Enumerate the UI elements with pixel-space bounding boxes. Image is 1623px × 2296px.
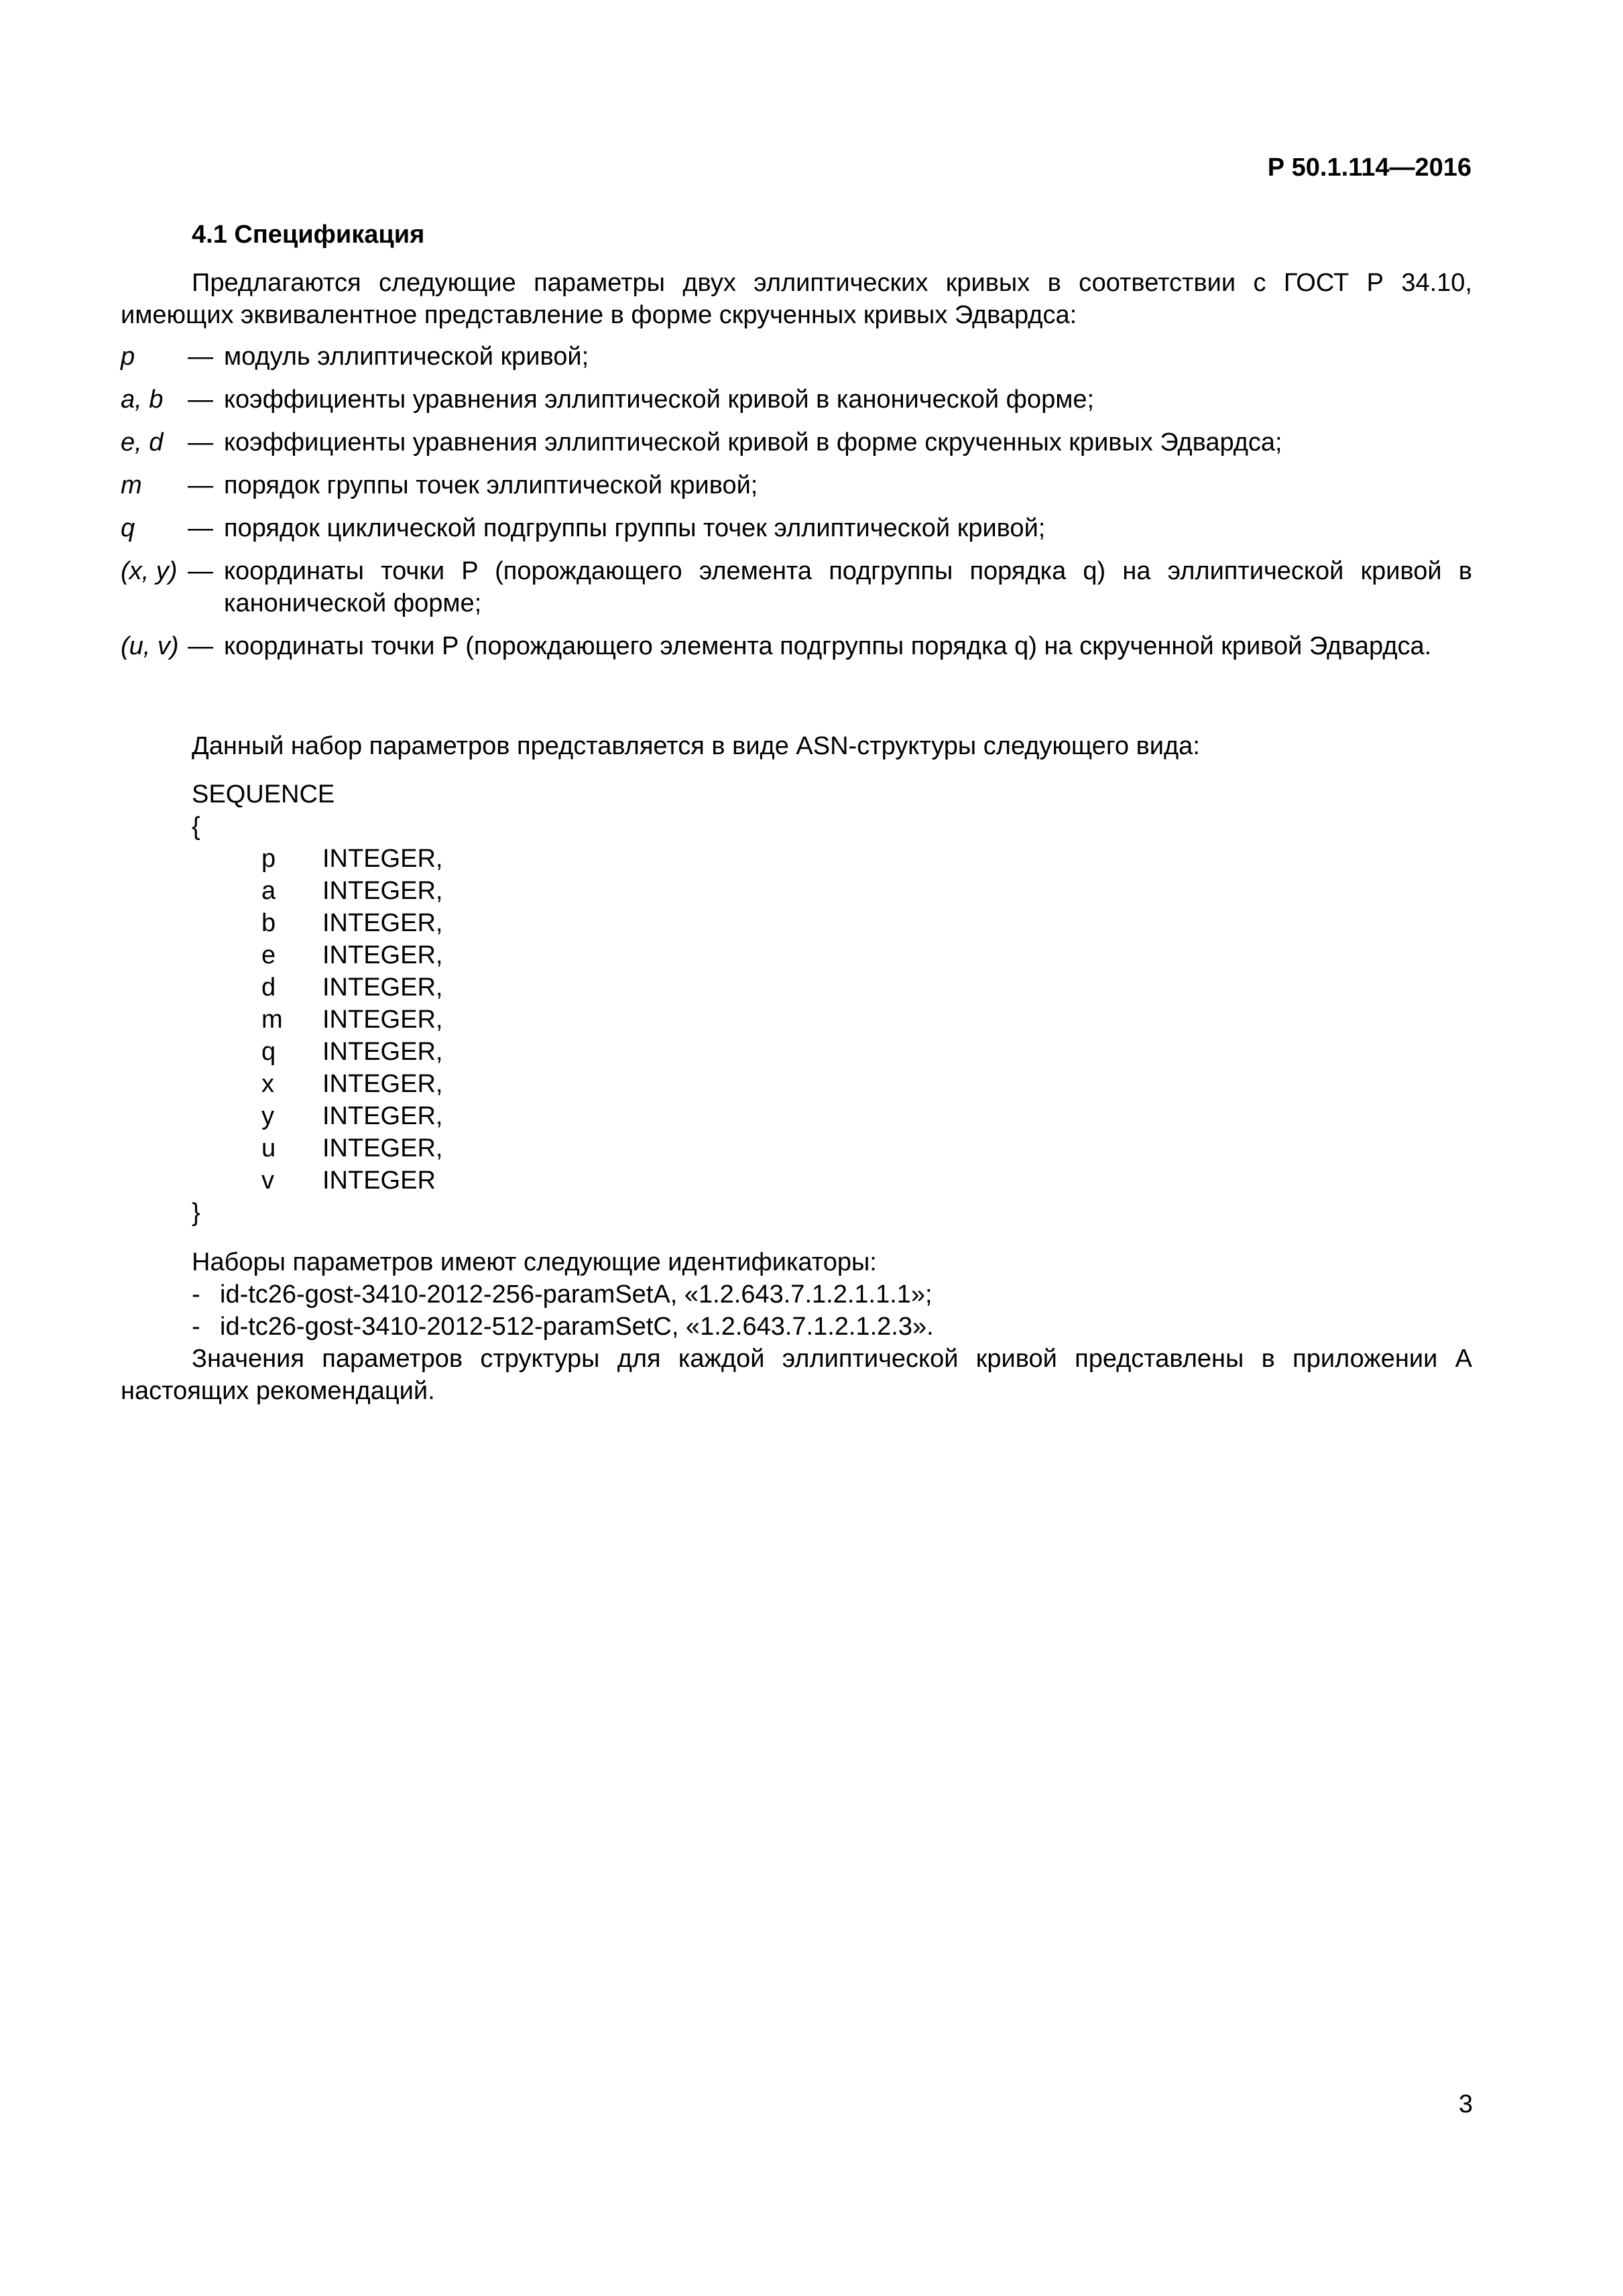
definition-row [121,630,1472,662]
param-sets-intro: Наборы параметров имеют следующие идентификаторы: [192,1248,877,1276]
definition-symbol: q [121,514,135,542]
definition-text: порядок циклической подгруппы группы точек эллиптической кривой; [224,514,1046,542]
definition-symbol: (u, v) [121,632,179,660]
asn-field-type: INTEGER, [322,845,443,873]
asn-close-brace: } [192,1199,200,1227]
asn-field [192,875,442,907]
param-set-item [192,1311,934,1343]
asn-field-name: m [261,1006,283,1034]
definition-text: модуль эллиптической кривой; [224,343,589,371]
asn-field [192,1164,442,1197]
asn-field [192,843,442,875]
definition-row [121,341,1472,373]
intro-paragraph: Предлагаются следующие параметры двух эллиптических кривых в соответствии с ГОСТ Р 34.10, имеющих эквивалентное представление в форме скрученных кривых Эдвардса: [121,269,1472,329]
definition-dash: — [188,385,213,414]
definition-text: порядок группы точек эллиптической кривой; [224,471,758,499]
definition-row [121,426,1472,459]
asn-field-name: d [261,973,276,1002]
asn-field-name: u [261,1134,276,1162]
definition-symbol: (x, y) [121,557,178,585]
asn-field-name: b [261,909,276,937]
asn-field [192,907,442,939]
asn-field-type: INTEGER, [322,1038,443,1066]
list-bullet: - [192,1313,200,1341]
definition-row [121,383,1472,416]
definition-text: координаты точки P (порождающего элемента подгруппы порядка q) на эллиптической кривой в канонической форме; [224,557,1472,617]
document-number: Р 50.1.114—2016 [1267,154,1471,182]
closing-paragraph: Значения параметров структуры для каждой эллиптической кривой представлены в приложении А настоящих рекомендаций. [121,1345,1472,1405]
param-sets [192,1246,934,1343]
definition-dash: — [188,471,213,499]
asn-field-name: q [261,1038,276,1066]
page-number: 3 [1458,2090,1473,2118]
definitions-list [121,341,1472,673]
asn-intro: Данный набор параметров представляется в виде ASN-структуры следующего вида: [192,732,1200,760]
definition-symbol: e, d [121,428,164,457]
asn-field-type: INTEGER, [322,1102,443,1130]
definition-text: координаты точки P (порождающего элемента подгруппы порядка q) на скрученной кривой Эдвардса. [224,632,1432,660]
asn-field [192,1004,442,1036]
asn-field [192,1036,442,1068]
asn-field [192,1100,442,1132]
definition-dash: — [188,557,213,585]
asn-field [192,1068,442,1100]
param-set-text: id-tc26-gost-3410-2012-256-paramSetA, «1.2.643.7.1.2.1.1.1»; [220,1280,933,1309]
asn-field-name: v [261,1166,274,1195]
definition-text: коэффициенты уравнения эллиптической кривой в канонической форме; [224,385,1095,414]
definition-symbol: a, b [121,385,164,414]
definition-row [121,512,1472,544]
definition-row [121,469,1472,501]
asn-field-type: INTEGER, [322,1134,443,1162]
asn-field-type: INTEGER, [322,1006,443,1034]
asn-field-name: x [261,1070,274,1098]
asn-field [192,939,442,971]
definition-symbol: m [121,471,142,499]
asn-field [192,971,442,1004]
definition-dash: — [188,632,213,660]
asn-field [192,1132,442,1164]
asn-field-type: INTEGER, [322,877,443,905]
asn-field-name: a [261,877,276,905]
definition-dash: — [188,343,213,371]
definition-row [121,555,1472,619]
asn-field-name: y [261,1102,274,1130]
param-set-item [192,1278,934,1311]
asn-field-type: INTEGER, [322,909,443,937]
definition-dash: — [188,428,213,457]
asn-keyword: SEQUENCE [192,780,335,808]
asn-structure [192,778,442,1229]
definition-text: коэффициенты уравнения эллиптической кривой в форме скрученных кривых Эдвардса; [224,428,1282,457]
asn-field-type: INTEGER, [322,973,443,1002]
definition-symbol: p [121,343,135,371]
asn-field-type: INTEGER, [322,941,443,969]
asn-field-type: INTEGER [322,1166,436,1195]
section-heading: 4.1 Спецификация [192,221,425,249]
param-set-text: id-tc26-gost-3410-2012-512-paramSetC, «1.2.643.7.1.2.1.2.3». [220,1313,934,1341]
asn-open-brace: { [192,812,200,841]
asn-field-type: INTEGER, [322,1070,443,1098]
list-bullet: - [192,1280,200,1309]
asn-field-name: e [261,941,276,969]
asn-field-name: p [261,845,276,873]
definition-dash: — [188,514,213,542]
